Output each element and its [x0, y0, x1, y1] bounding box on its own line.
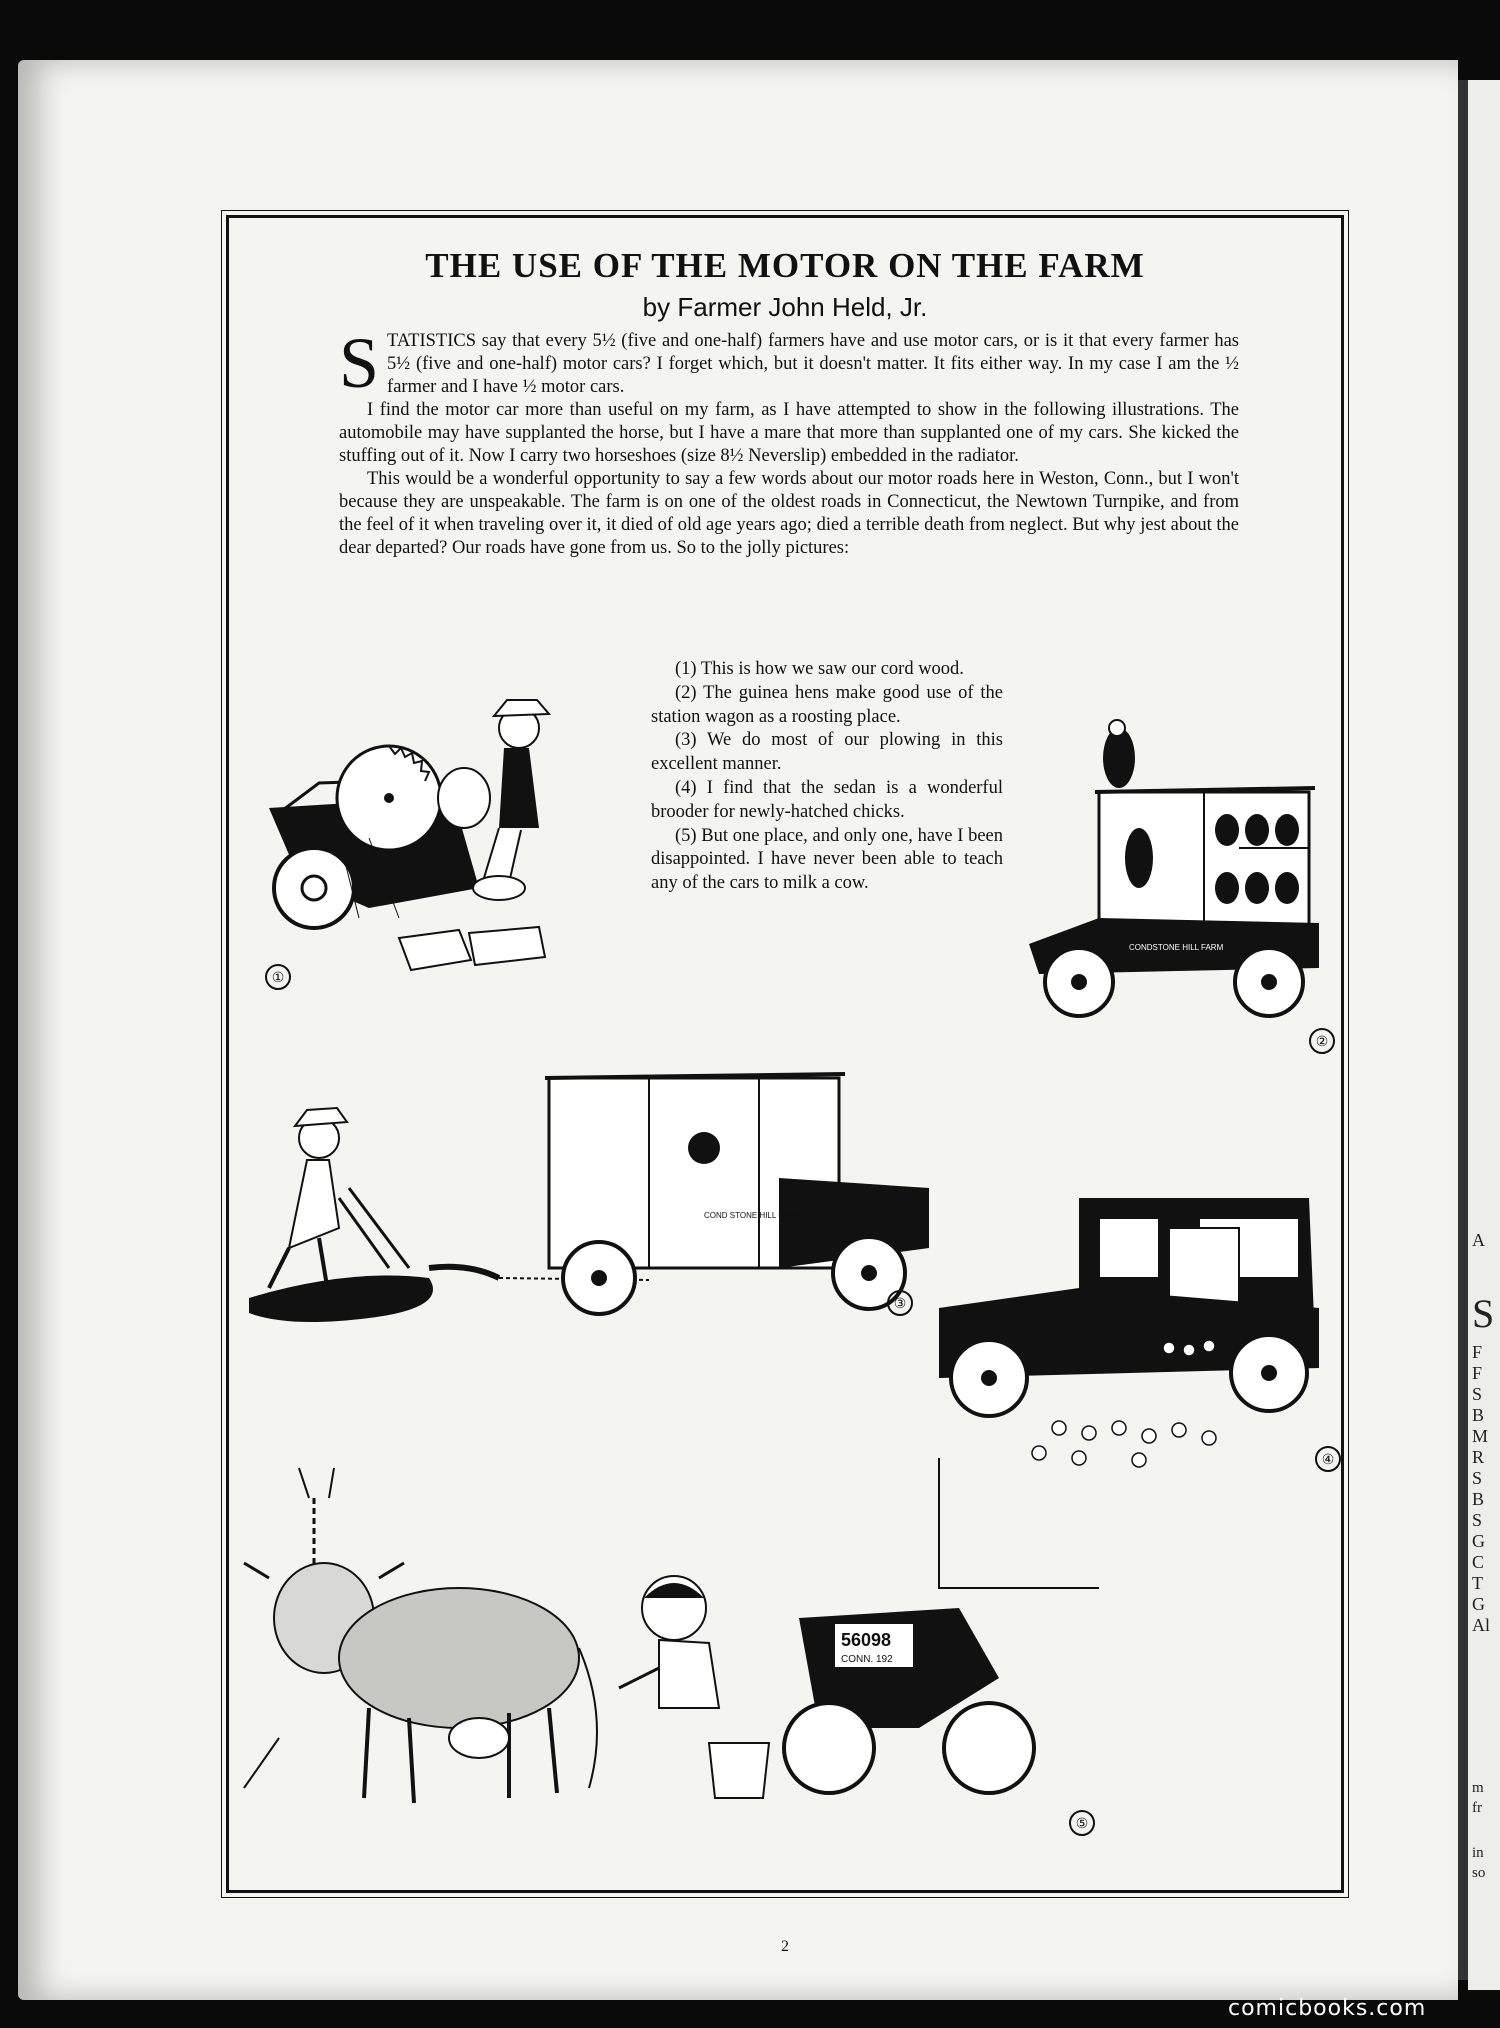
right-page-glyph: S — [1472, 1384, 1483, 1404]
paragraph-3: This would be a wonderful opportunity to say a few words about our motor roads here in Weston, Conn., but I won't because they are unspeakable. The farm is on one of the oldest roads in Connecticut, the Newtown Turnpike, and from the feel of it when traveling over it, it died of old age years ago; died a terrible death from neglect. But why jest about the dear departed? Our roads have gone from us. So to the jolly pictures: — [339, 469, 1239, 558]
illustration-1-number: ① — [265, 964, 291, 990]
right-page-glyph: C — [1472, 1552, 1485, 1572]
right-page-glyph: M — [1472, 1426, 1489, 1446]
article-byline: by Farmer John Held, Jr. — [642, 292, 928, 322]
right-page-glyph: m — [1472, 1780, 1484, 1796]
right-page-glyph: fr — [1472, 1800, 1482, 1816]
article-frame — [226, 215, 1344, 1955]
right-page-glyph: F — [1472, 1342, 1483, 1362]
right-page-glyph: R — [1472, 1447, 1485, 1467]
illustration-cow-car — [239, 1458, 1099, 1858]
caption-5: (5) But one place, and only one, have I been disappointed. I have never been able to teach any of the cars to milk a cow. — [651, 825, 1003, 894]
illustration-2-number: ② — [1309, 1028, 1335, 1054]
right-page-glyph: Al — [1472, 1615, 1490, 1635]
article-body — [339, 323, 1239, 560]
illustration-3-number: ③ — [887, 1290, 913, 1316]
right-page-glyph: G — [1472, 1594, 1485, 1614]
right-page-glyph: A — [1472, 1230, 1485, 1250]
illustration-guinea-hens — [1019, 718, 1339, 1038]
right-page-glyph: B — [1472, 1405, 1485, 1425]
wagon-sign-2: CONDSTONE HILL FARM — [1129, 943, 1224, 952]
article-title: THE USE OF THE MOTOR ON THE FARM — [425, 246, 1145, 285]
caption-1: (1) This is how we saw our cord wood. — [675, 659, 964, 679]
caption-4: (4) I find that the sedan is a wonderful brooder for newly-hatched chicks. — [651, 777, 1003, 822]
drop-cap: S — [339, 323, 380, 403]
caption-2: (2) The guinea hens make good use of the station wagon as a roosting place. — [651, 682, 1003, 727]
watermark: comicbooks.com — [1228, 1996, 1427, 2021]
right-page-glyph: B — [1472, 1489, 1485, 1509]
illustration-captions — [651, 658, 1003, 896]
illustration-saw-wood — [259, 688, 639, 1008]
right-page-glyph: T — [1472, 1573, 1483, 1593]
right-page-glyph: G — [1472, 1531, 1485, 1551]
illustration-5-number: ⑤ — [1069, 1810, 1095, 1836]
paragraph-2: I find the motor car more than useful on my farm, as I have attempted to show in the following illustrations. The automobile may have supplanted the horse, but I have a mare that more than supplanted one of my cars. She kicked the stuffing out of it. Now I carry two horseshoes (size 8½ Neverslip) embedded in the radiator. — [339, 400, 1239, 466]
page-number: 2 — [781, 1938, 789, 1955]
wagon-sign-3: COND STONE HILL FARM — [704, 1211, 801, 1220]
right-page-glyph: in — [1472, 1845, 1484, 1861]
book-spine — [1458, 80, 1468, 1980]
next-page-edge — [1468, 80, 1500, 1990]
right-page-glyph: S — [1472, 1291, 1495, 1336]
illustration-plowing — [249, 1068, 939, 1358]
right-page-glyph: F — [1472, 1363, 1483, 1383]
right-page-glyph: S — [1472, 1468, 1483, 1488]
illustration-4-number: ④ — [1315, 1446, 1341, 1472]
license-plate-number: 56098 — [841, 1630, 892, 1650]
license-plate-state: CONN. 192 — [841, 1654, 893, 1665]
caption-3: (3) We do most of our plowing in this excellent manner. — [651, 730, 1003, 775]
illustration-sedan-chicks — [929, 1188, 1329, 1488]
right-page-glyph: so — [1472, 1865, 1486, 1881]
right-page-glyph: S — [1472, 1510, 1483, 1530]
paragraph-1 — [339, 323, 1239, 403]
magazine-page — [18, 60, 1458, 2000]
paragraph-1-text: TATISTICS say that every 5½ (five and one-half) farmers have and use motor cars, or is it that every farmer has 5½ (five and one-half) motor cars? I forget which, but it doesn't matter. It fits either way. In my case I am the ½ farmer and I have ½ motor cars. — [387, 331, 1239, 397]
